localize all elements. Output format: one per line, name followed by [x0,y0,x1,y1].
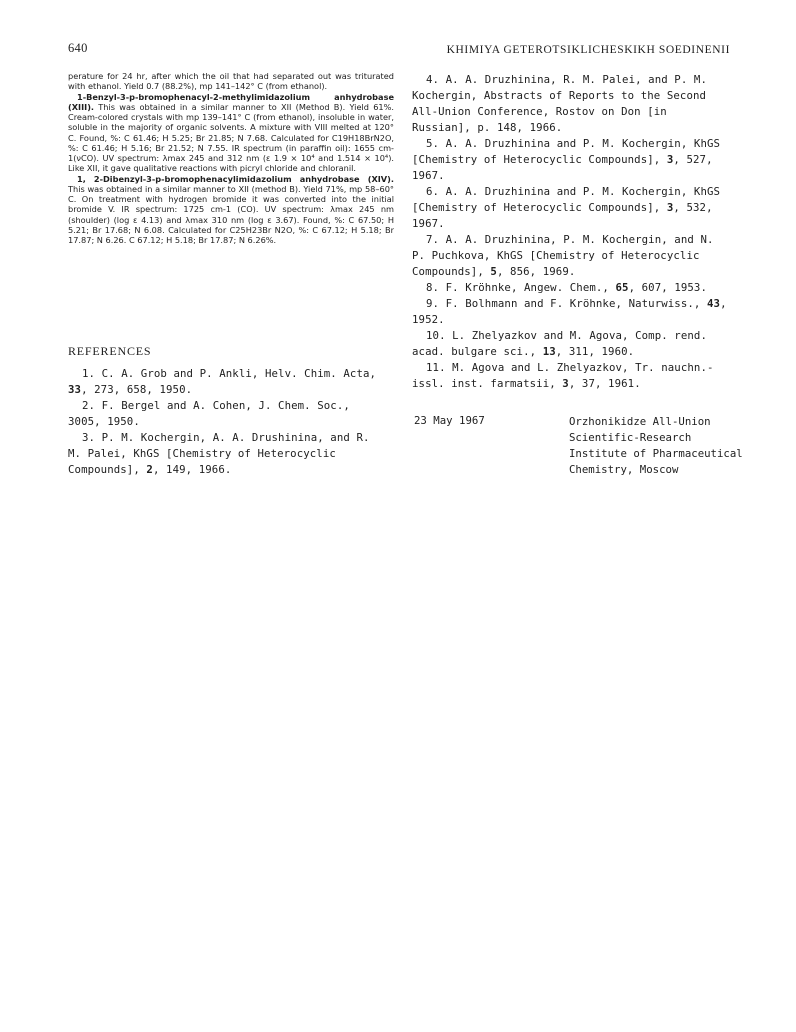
compound-title-xiv: 1, 2-Dibenzyl-3-p-bromophenacylimidazolium anhydrobase (XIV). [77,173,394,184]
compound-text-xiii: This was obtained in a similar manner to XII (Method B). Yield 61%. Cream-colored crystals with mp 139–141° C (from ethanol), insoluble in water, soluble in the majority of organic solvents. A mixture with VIII melted at 120° C. Found, %: C 61.46; H 5.25; Br 21.85; N 7.68. Calculated for C19H18BrN2O, %: C 61.46; H 5.16; Br 21.52; N 7.55. IR spectrum (in paraffin oil): 1655 cm-1(νCO). UV spectrum: λmax 245 and 312 nm (ε 1.9 × 10⁴ and 1.514 × 10⁴). Like XII, it gave qualitative reactions with picryl chloride and chloranil. [68,101,394,174]
reference-item: 11. M. Agova and L. Zhelyazkov, Tr. nauchn.-issl. inst. farmatsii, 3, 37, 1961. [412,361,714,390]
journal-title: KHIMIYA GETEROTSIKLICHESKIKH SOEDINENII [446,44,730,56]
compound-text-xiv: This was obtained in a similar manner to XII (method B). Yield 71%, mp 58–60° C. On treatment with hydrogen bromide it was converted into the initial bromide V. IR spectrum: 1725 cm-1 (CO). UV spectrum: λmax 245 nm (shoulder) (log ε 4.13) and λmax 310 nm (log ε 3.67). Found, %: C 67.50; H 5.21; Br 17.68; N 6.08. Calculated for C25H23Br N2O, %: C 67.12; H 5.18; Br 17.87; N 6.26. C 67.12; H 5.18; Br 17.87; N 6.26%. [68,183,394,245]
reference-item: 6. A. A. Druzhinina and P. M. Kochergin, KhGS [Chemistry of Heterocyclic Compounds], 3, 532, 1967. [412,185,721,230]
compound-title-xiii: 1-Benzyl-3-p-bromophenacyl-2-methylimidazolium anhydrobase (XIII). [68,91,394,112]
reference-item: 9. F. Bolhmann and F. Kröhnke, Naturwiss., 43, 1952. [412,297,727,326]
paragraph-2 [68,92,394,174]
received-date: 23 May 1967 [414,414,485,427]
affiliation-line: Orzhonikidze All-Union [569,415,711,428]
reference-item: 4. A. A. Druzhinina, R. M. Palei, and P. M. Kochergin, Abstracts of Reports to the Second All-Union Conference, Rostov on Don [in Russian], p. 148, 1966. [412,73,707,134]
reference-item: 7. A. A. Druzhinina, P. M. Kochergin, and N. P. Puchkova, KhGS [Chemistry of Heterocyclic Compounds], 5, 856, 1969. [412,233,714,278]
reference-item: 1. C. A. Grob and P. Ankli, Helv. Chim. Acta, 33, 273, 658, 1950. [68,367,377,396]
references-heading: REFERENCES [68,344,152,358]
affiliation-line: Institute of Pharmaceutical [569,447,743,460]
affiliation-line: Scientific-Research [569,431,692,444]
paragraph-3 [68,174,394,246]
references-list-left [68,366,388,478]
paragraph-1: perature for 24 hr, after which the oil that had separated out was triturated with ethanol. Yield 0.7 (88.2%), mp 141–142° C (from ethanol). [68,71,394,92]
experimental-text [68,71,394,245]
reference-item: 10. L. Zhelyazkov and M. Agova, Comp. rend. acad. bulgare sci., 13, 311, 1960. [412,329,707,358]
reference-item: 5. A. A. Druzhinina and P. M. Kochergin, KhGS [Chemistry of Heterocyclic Compounds], 3, 527, 1967. [412,137,721,182]
references-list-right [412,72,732,392]
reference-item: 2. F. Bergel and A. Cohen, J. Chem. Soc., 3005, 1950. [68,399,350,428]
reference-item: 3. P. M. Kochergin, A. A. Drushinina, and R. M. Palei, KhGS [Chemistry of Heterocyclic Compounds], 2, 149, 1966. [68,431,370,476]
affiliation-line: Chemistry, Moscow [569,463,679,476]
affiliation [569,414,743,478]
page-number: 640 [68,41,88,55]
reference-item: 8. F. Kröhnke, Angew. Chem., 65, 607, 1953. [426,281,707,294]
